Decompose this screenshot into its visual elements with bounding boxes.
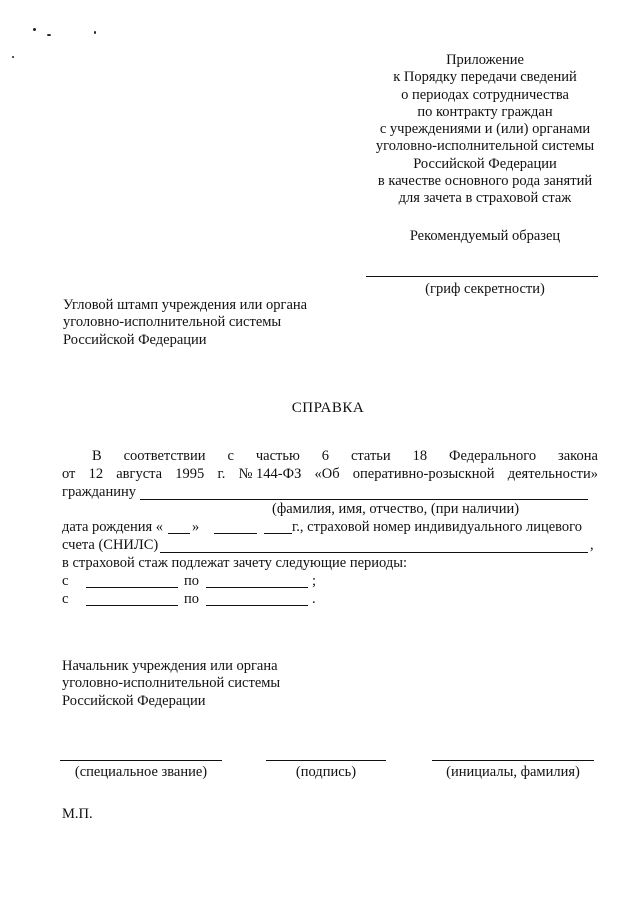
document-title: СПРАВКА (291, 400, 365, 416)
appendix-line: к Порядку передачи сведений (393, 69, 577, 86)
body-line-2 (62, 466, 598, 483)
period-2-from-label: с (62, 591, 69, 607)
fio-hint: (фамилия, имя, отчество, (при наличии) (272, 501, 520, 517)
head-block (62, 658, 280, 710)
secrecy-line (366, 276, 598, 277)
citizen-label: гражданину (62, 484, 136, 500)
sample-label: Рекомендуемый образец (409, 228, 561, 244)
stamp-line: уголовно-исполнительной системы (63, 314, 282, 331)
word: 18 (412, 448, 428, 464)
dob-prefix: дата рождения « (62, 519, 164, 535)
word: августа (116, 466, 163, 482)
name-caption: (инициалы, фамилия) (446, 764, 580, 780)
corner-stamp (63, 297, 307, 349)
word: 6 (321, 448, 329, 464)
scan-speck (94, 31, 96, 34)
word: 1995 (175, 466, 205, 482)
rank-signature-line[interactable] (60, 760, 222, 761)
stamp-line: Российской Федерации (63, 331, 207, 348)
word: соответствии (123, 448, 206, 464)
stamp-line: Угловой штамп учреждения или органа (63, 297, 308, 313)
seal-label: М.П. (62, 806, 93, 822)
word: г. (217, 466, 226, 482)
head-line: уголовно-исполнительной системы (62, 675, 281, 692)
word: закона (558, 448, 598, 464)
period-2-to-line[interactable] (206, 605, 308, 606)
appendix-line: Приложение (446, 52, 524, 68)
head-line: Начальник учреждения или органа (62, 658, 278, 674)
word: 12 (88, 466, 104, 482)
word: № 144-ФЗ (238, 466, 302, 482)
word: частью (255, 448, 300, 464)
dob-day-line[interactable] (168, 533, 190, 534)
word: с (227, 448, 234, 464)
dob-close: » (192, 519, 200, 535)
scan-speck (12, 56, 14, 58)
dob-year-line[interactable] (264, 533, 292, 534)
appendix-line: по контракту граждан (417, 103, 553, 120)
name-signature-line[interactable] (432, 760, 594, 761)
snils-label: счета (СНИЛС) (62, 537, 159, 553)
secrecy-label: (гриф секретности) (425, 281, 545, 297)
word: оперативно-розыскной (352, 466, 495, 482)
word: деятельности» (507, 466, 598, 482)
word: «Об (314, 466, 340, 482)
snils-field-line[interactable] (160, 552, 588, 553)
appendix-line: в качестве основного рода занятий (377, 173, 593, 190)
dob-year-label: г., страховой номер индивидуального лицевого (292, 519, 582, 535)
signature-caption: (подпись) (295, 764, 357, 780)
rank-caption: (специальное звание) (74, 764, 208, 780)
word: статьи (350, 448, 391, 464)
period-2-end: . (312, 591, 316, 607)
appendix-line: Российской Федерации (413, 155, 557, 172)
word: от (62, 466, 76, 482)
appendix-line: о периодах сотрудничества (401, 86, 569, 103)
period-2-from-line[interactable] (86, 605, 178, 606)
citizen-field-line[interactable] (140, 499, 588, 500)
appendix-heading (360, 52, 610, 208)
period-1-end: ; (312, 573, 317, 589)
word: Федерального (449, 448, 537, 464)
appendix-line: уголовно-исполнительной системы (375, 138, 595, 155)
scan-speck (47, 34, 51, 36)
head-line: Российской Федерации (62, 692, 206, 709)
word: В (92, 448, 102, 464)
signature-line[interactable] (266, 760, 386, 761)
period-2-to-label: по (184, 591, 200, 607)
body-line-1 (62, 448, 598, 465)
appendix-line: с учреждениями и (или) органами (379, 121, 591, 138)
appendix-line: для зачета в страховой стаж (398, 190, 572, 207)
period-1-from-label: с (62, 573, 69, 589)
snils-end: , (590, 537, 594, 553)
period-1-from-line[interactable] (86, 587, 178, 588)
periods-intro: в страховой стаж подлежат зачету следующие периоды: (62, 555, 408, 571)
scan-speck (33, 28, 36, 31)
dob-month-line[interactable] (214, 533, 257, 534)
period-1-to-line[interactable] (206, 587, 308, 588)
period-1-to-label: по (184, 573, 200, 589)
